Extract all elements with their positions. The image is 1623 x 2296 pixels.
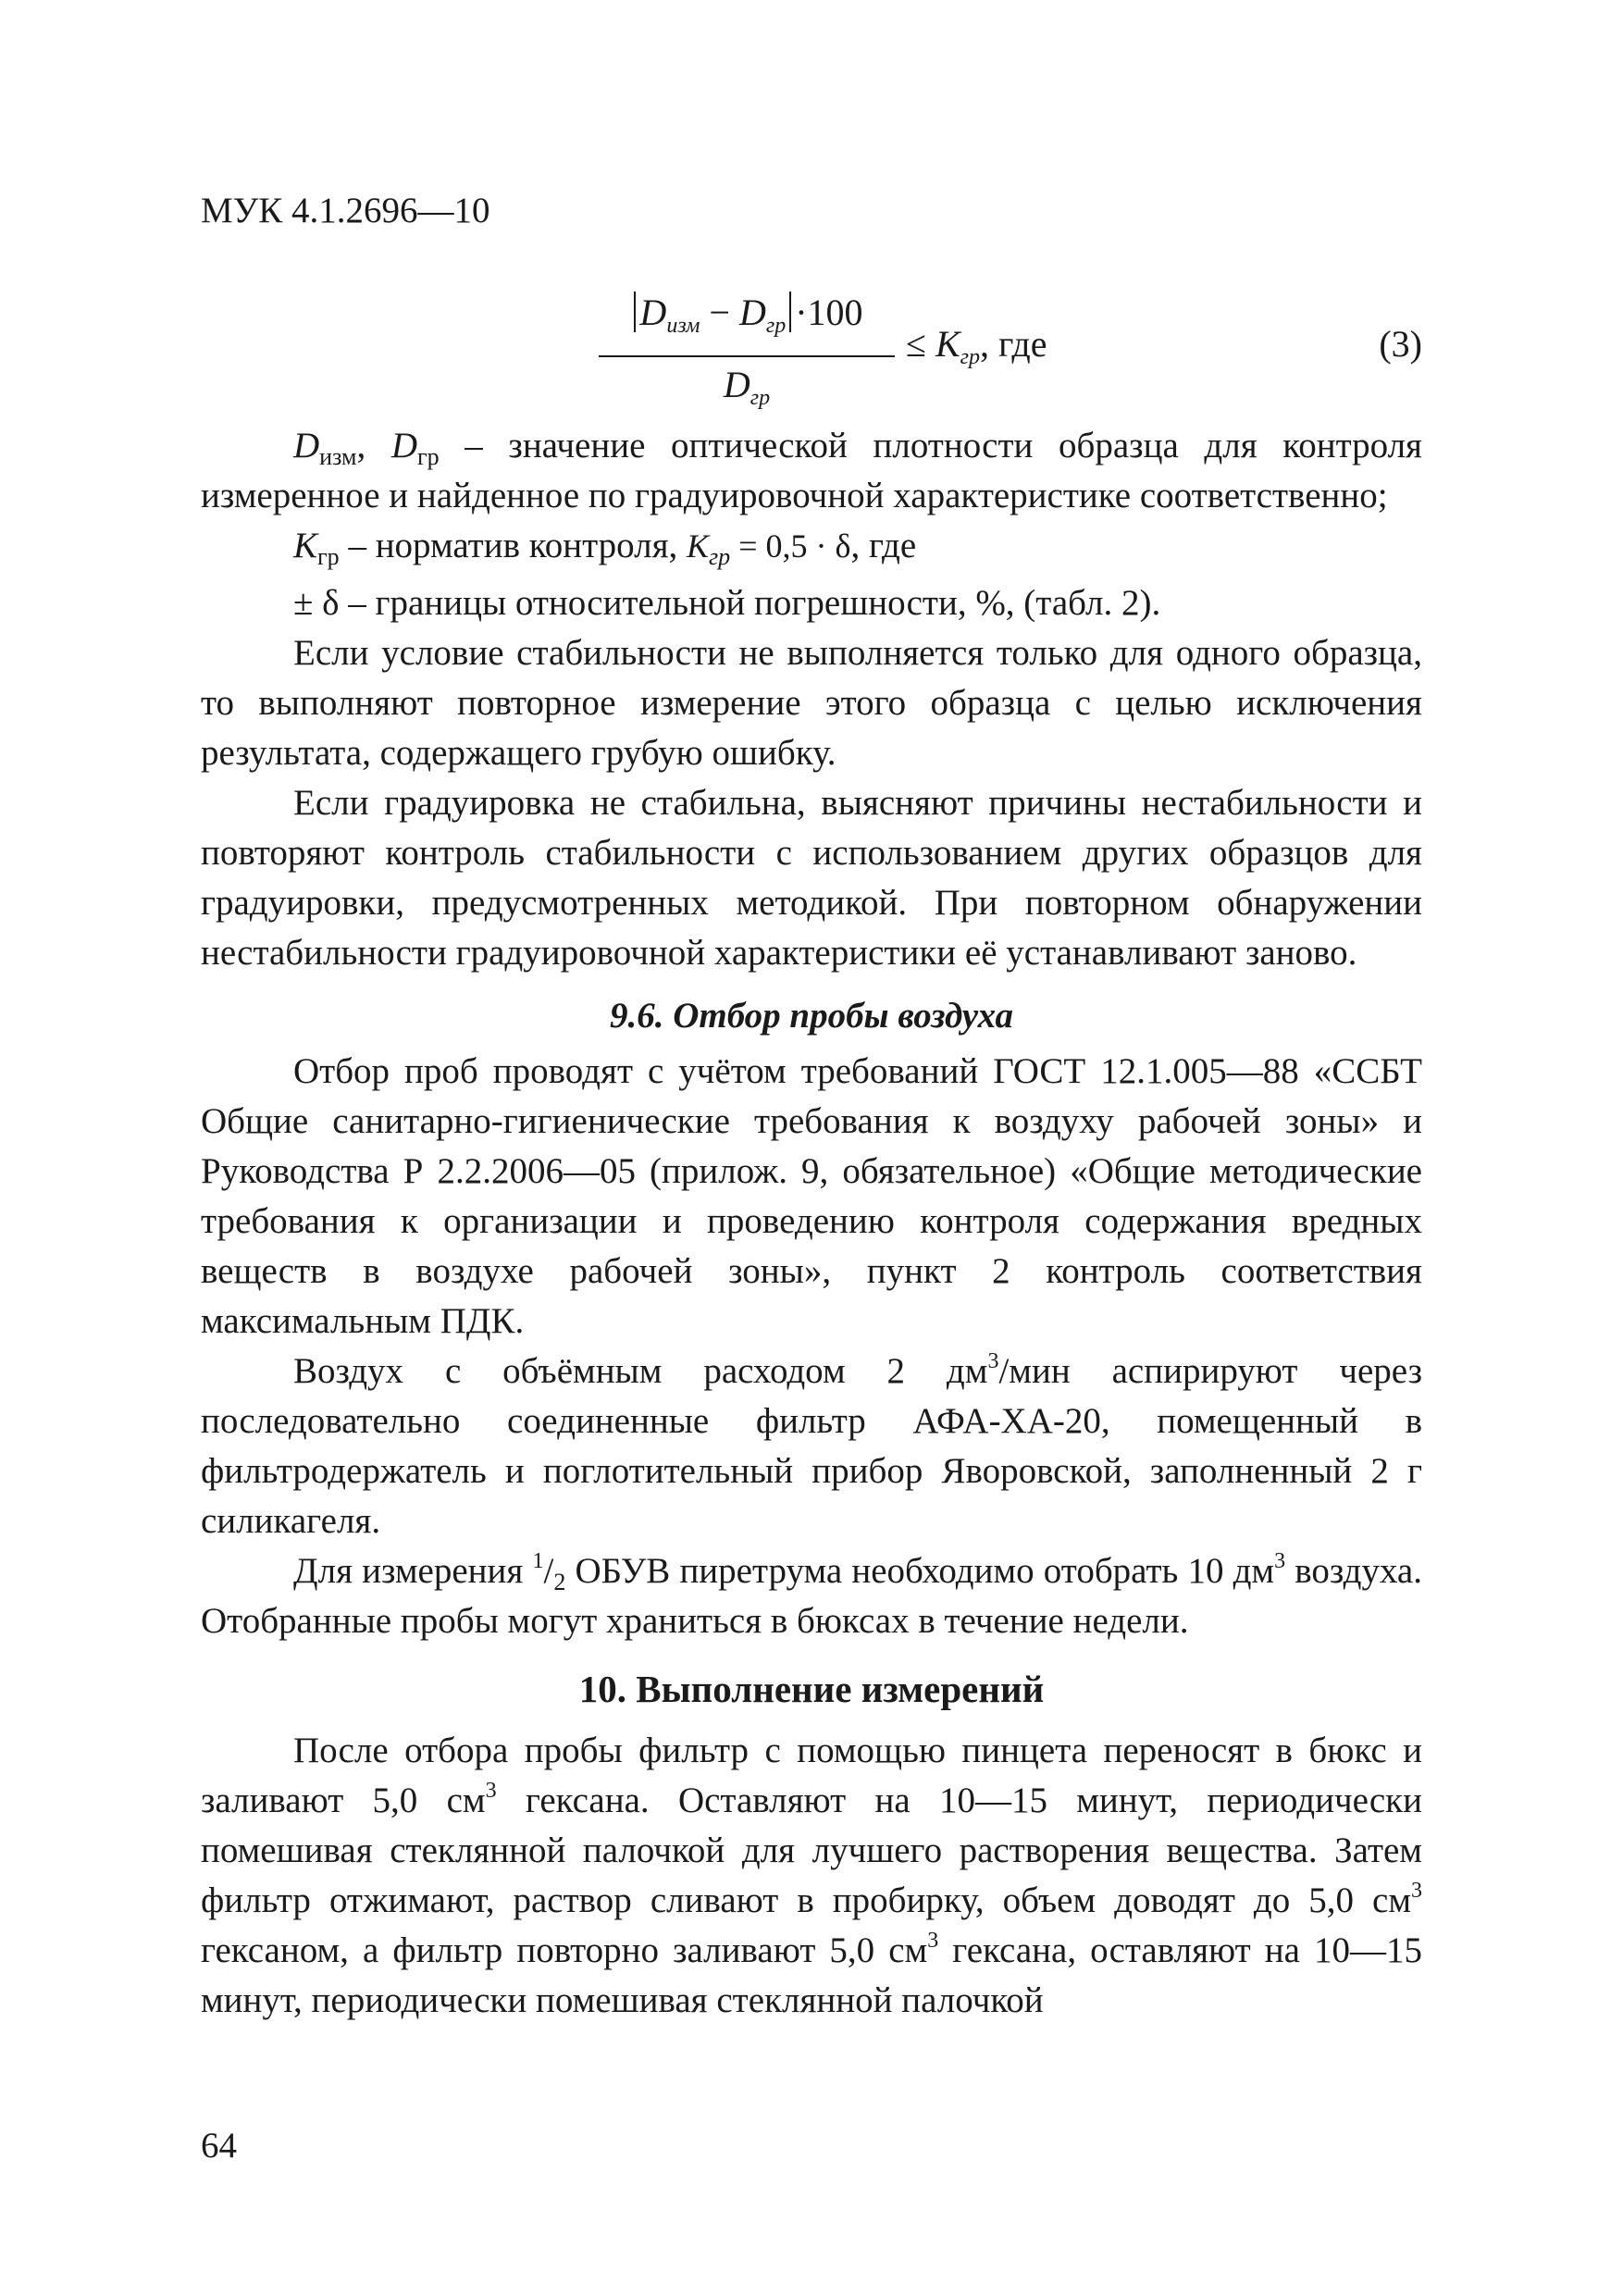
formula-rhs: ≤ $K_{гр}$, где xyxy=(906,323,1047,369)
running-header: МУК 4.1.2696—10 xyxy=(201,191,490,230)
paragraph-measurement: После отбора пробы фильтр с помощью пинцета переносят в бюкс и заливают 5,0 $см^3$ гексана. Оставляют на 10—15 минут, периодически помешивая стеклянной палочкой для лучшего растворения вещества. Затем фильтр отжимают, раствор сливают в пробирку, объем доводят до 5,0 $см^3$ гексаном, а фильтр повторно заливают 5,0 $см^3$ гексана, оставляют на 10—15 минут, периодически помешивая стеклянной палочкой xyxy=(201,1731,1422,2020)
abs-bar-left xyxy=(634,292,636,332)
paragraph-air-flow: Воздух с объёмным расходом 2 $дм^3$/мин аспирируют через последовательно соединенные фильтр АФА-ХА-20, помещенный в фильтродержатель и поглотительный прибор Яворовской, заполненный 2 г силикагеля. xyxy=(201,1349,1422,1541)
page-number: 64 xyxy=(201,2126,237,2166)
section-heading-10: 10. Выполнение измерений xyxy=(578,1668,1045,1710)
definition-k: $K_{гр}$ – норматив контроля, $K_{гр} = 0,5 \cdot \delta$, где xyxy=(293,526,917,570)
equation-number: (3) xyxy=(1379,323,1422,365)
paragraph-sample-volume: Для измерения $^1/_2$ ОБУВ пиретрума необходимо отобрать 10 $дм^3$ воздуха. Отобранные пробы могут храниться в бюксах в течение недели. xyxy=(201,1549,1422,1641)
subsection-heading-9-6: 9.6. Отбор пробы воздуха xyxy=(609,996,1014,1036)
formula-3 xyxy=(201,259,1422,421)
paragraph-stability-repeat: Если градуировка не стабильна, выясняют причины нестабильности и повторяют контроль стабильности с использованием других образцов для градуировки, предусмотренных методикой. При повторном обнаружении нестабильности градуировочной характеристики её устанавливают заново. xyxy=(201,783,1422,973)
paragraph-stability-one: Если условие стабильности не выполняется только для одного образца, то выполняют повторное измерение этого образца с целью исключения результата, содержащего грубую ошибку. xyxy=(201,633,1422,773)
definition-d: $D_{изм}$, $D_{гр}$ – значение оптической плотности образца для контроля измеренное и найденное по градуировочной характеристике соответственно; xyxy=(201,426,1422,515)
formula-denominator: $D_{гр}$ xyxy=(723,364,771,410)
k-formula: $K_{гр} = 0,5 \cdot \delta$ xyxy=(687,527,851,570)
abs-bar-right xyxy=(789,292,791,332)
formula-fraction xyxy=(599,287,895,426)
definition-delta: ± δ – границы относительной погрешности, %, (табл. 2). xyxy=(293,583,1161,623)
paragraph-sampling-standards: Отбор проб проводят с учётом требований ГОСТ 12.1.005—88 «ССБТ Общие санитарно-гигиенические требования к воздуху рабочей зоны» и Руководства Р 2.2.2006—05 (прилож. 9, обязательное) «Общие методические требования к организации и проведению контроля содержания вредных веществ в воздухе рабочей зоны», пункт 2 контроль соответствия максимальным ПДК. xyxy=(201,1051,1422,1341)
formula-numerator: $D_{изм} - D_{гр} \cdot 100$ xyxy=(599,287,895,357)
page-content xyxy=(201,259,1422,2026)
